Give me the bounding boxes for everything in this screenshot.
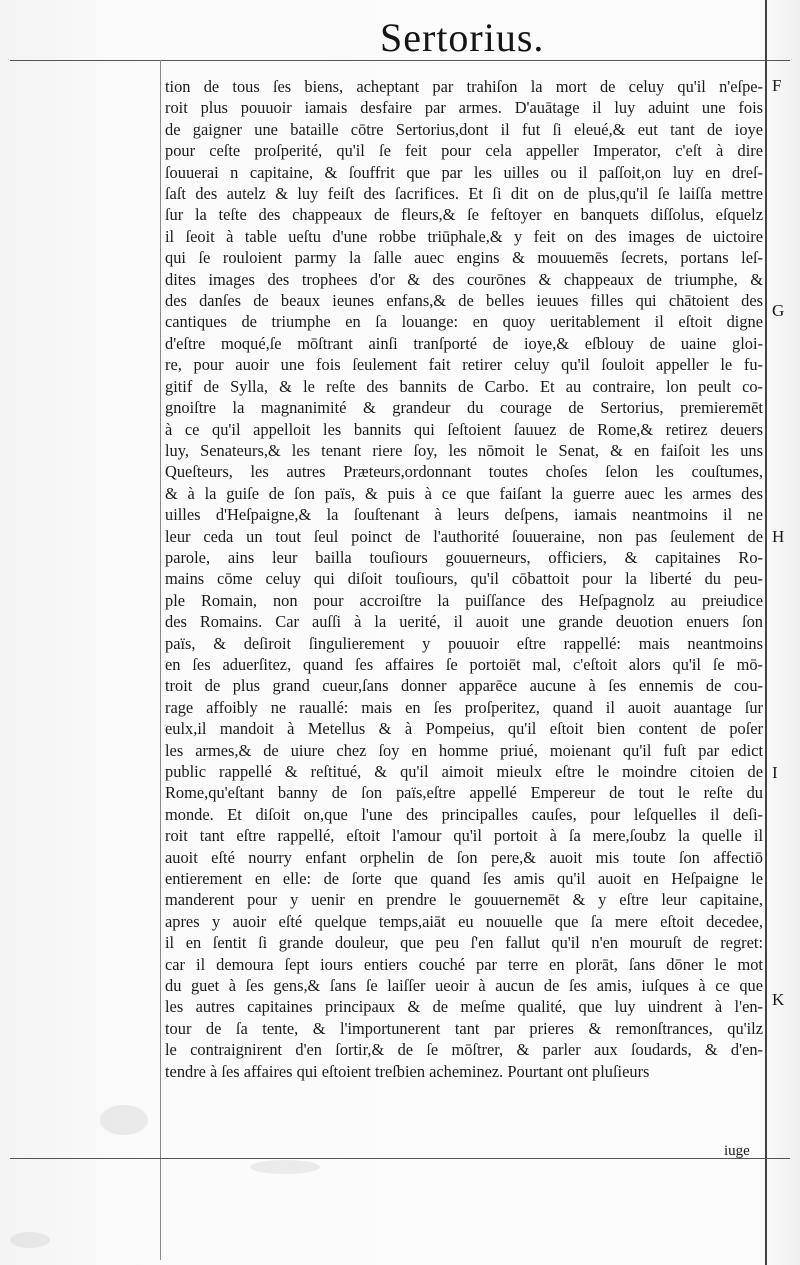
text-line: païs, & deſiroit ſingulierement y pouuoir eſtre rappellé: mais neantmoins [165, 633, 763, 653]
right-edge-rule [765, 0, 767, 1265]
text-line: mains cōme celuy qui diſoit touſiours, qu'il cōbattoit pour la liberté du peu- [165, 569, 763, 589]
text-line: public rappellé & reſtitué, & qu'il aimoit mieulx eſtre le moindre citoien de [165, 762, 763, 781]
text-line: uilles d'Heſpaigne,& la ſouſtenant à leurs deſpens, iamais neantmoins il ne [165, 505, 763, 525]
text-line: troit de plus grand cueur,ſans donner apparēce aucune à ſes ennemis de cou- [165, 676, 763, 696]
bleed-through-smudge [10, 1232, 50, 1248]
text-line: & à la guiſe de ſon païs, & puis à ce que faiſant la guerre auec les armes des [165, 483, 763, 503]
text-line: les autres capitaines principaux & de meſme qualité, que luy uindrent à l'en- [165, 997, 763, 1017]
text-line: luy, Senateurs,& les tenant riere ſoy, les nōmoit le Senat, & en faiſoit les uns [165, 440, 763, 460]
text-line: qui ſe rouloient parmy la ſalle auec engins & mouuemēs ſecrets, portans leſ- [165, 248, 763, 268]
catchword: iuge [724, 1143, 750, 1159]
margin-letter-i: I [772, 763, 778, 782]
text-line: des danſes de beaux ieunes enfans,& de belles ieuues filles qui chātoient des [165, 291, 763, 311]
bleed-through-smudge [250, 1160, 320, 1174]
running-head-title: Sertorius. [380, 15, 545, 60]
text-line: Rome,qu'eſtant banny de ſon païs,eſtre appellé Empereur de tout le reſte du [165, 783, 763, 803]
text-line: gnoiſtre la magnanimité & grandeur du courage de Sertorius, premieremēt [165, 398, 763, 418]
text-line: auoit eſté nourry enfant orphelin de ſon pere,& auoit mis toute ſon affectiō [165, 847, 763, 867]
text-line: tion de tous ſes biens, acheptant par trahiſon la mort de celuy qu'il n'eſpe- [165, 77, 763, 96]
text-line: à ce qu'il appelloit les bannits qui ſeſtoient ſauuez de Rome,& retirez deuers [165, 419, 763, 439]
text-line: il en ſentit ſi grande douleur, que peu ſ'en fallut qu'il n'en mouruſt de regret: [165, 933, 763, 953]
text-line: rage affoibly ne rauallé: mais en ſes proſperitez, quand il auoit auantage ſur [165, 697, 763, 717]
body-text [165, 76, 763, 1082]
text-line: des Romains. Car auſſi à la uerité, il auoit une grande deuotion enuers ſon [165, 612, 763, 632]
text-line: tendre à ſes affaires qui eſtoient treſbien acheminez. Pourtant ont pluſieurs [165, 1061, 650, 1081]
text-line: parole, ains leur bailla touſiours gouuerneurs, officiers, & capitaines Ro- [165, 547, 763, 567]
text-line: cantiques de triumphe en ſa louange: en quoy ueritablement il eſtoit digne [165, 312, 763, 332]
text-line: dites images des trophees d'or & des courōnes & chappeaux de triumphe, & [165, 269, 763, 289]
text-line: gitif de Sylla, & le reſte des bannits de Carbo. Et au contraire, lon peult co- [165, 376, 763, 396]
text-line: roit tant eſtre rappellé, eſtoit l'amour qu'il portoit à ſa mere,ſoubz la quelle il [165, 826, 763, 846]
text-line: ſaſt des autelz & luy feiſt des ſacrifices. Et ſi dit on de plus,qu'il ſe laiſſa mettre [165, 184, 763, 204]
text-line: tour de ſa tente, & l'importunerent tant par prieres & remonſtrances, qu'ilz [165, 1018, 763, 1038]
text-line: re, pour auoir une fois ſeulement fait retirer celuy qu'il ſouloit appeller le fu- [165, 355, 763, 375]
text-line: de gaigner une bataille cōtre Sertorius,dont il fut ſi eleué,& eut tant de ioye [165, 119, 763, 139]
text-line: entierement en elle: de ſorte que quand ſes amis qu'il auoit en Heſpaigne le [165, 869, 763, 889]
text-line: apres y auoir eſté quelque temps,aiāt eu nouuelle que ſa mere eſtoit decedee, [165, 911, 763, 931]
text-line: ſur la teſte des chappeaux de fleurs,& ſe feſtoyer en banquets diſſolus, eſquelz [165, 205, 763, 225]
text-line: ple Romain, non pour accroiſtre la puiſſance des Heſpagnolz au preiudice [165, 590, 763, 610]
text-line: le contraignirent d'en ſortir,& de ſe mōſtrer, & parler aux ſoudards, & d'en- [165, 1040, 763, 1060]
margin-letter-g: G [772, 301, 785, 320]
text-line: monde. Et diſoit on,que l'une des principalles cauſes, pour leſquelles il deſi- [165, 804, 763, 824]
margin-letter-h: H [772, 527, 785, 546]
text-line: eulx,il mandoit à Metellus & à Pompeius, qu'il eſtoit bien content de poſer [165, 719, 763, 739]
text-line: d'eſtre moqué,ſe mōſtrant ainſi tranſporté de ioye,& eſblouy de uaine gloi- [165, 333, 763, 353]
text-line: car il demoura ſept iours entiers couché par terre en plorāt, ſans dōner le mot [165, 954, 763, 974]
text-line: il ſeoit à table ueſtu d'une robbe triūphale,& y feit on des images de uictoire [165, 226, 763, 246]
text-line: en ſes aduerſitez, quand ſes affaires ſe portoiēt mal, c'eſtoit alors qu'il ſe mō- [165, 654, 763, 674]
text-line: Queſteurs, les autres Præteurs,ordonnant toutes choſes ſelon les couſtumes, [165, 462, 763, 482]
text-line: roit plus pouuoir iamais desfaire par armes. D'auātage il luy aduint une fois [165, 98, 763, 118]
text-line: pour ceſte proſperité, qu'il ſe feit pour cela appeller Imperator, c'eſt à dire [165, 141, 763, 161]
text-line: leur ceda un tout ſeul poinct de l'authorité ſouueraine, non pas ſeulement de [165, 526, 763, 546]
margin-letter-f: F [772, 76, 782, 95]
footer-rule [10, 1158, 790, 1159]
text-line: manderent pour y uenir en prendre le gouuernemēt & y eſtre leur capitaine, [165, 890, 763, 910]
left-column-rule [160, 60, 161, 1260]
text-line: ſouuerai n capitaine, & ſouffrit que par les uilles ou il paſſoit,on luy en dreſ- [165, 162, 763, 182]
text-line: les armes,& de uiure chez ſoy en homme priué, moienant qu'il fuſt par edict [165, 740, 763, 760]
margin-letter-k: K [772, 990, 785, 1009]
text-line: du guet à ſes gens,& ſans ſe laiſſer ueoir à aucun de ſes amis, iuſques à ce que [165, 976, 763, 996]
bleed-through-smudge [100, 1105, 148, 1135]
